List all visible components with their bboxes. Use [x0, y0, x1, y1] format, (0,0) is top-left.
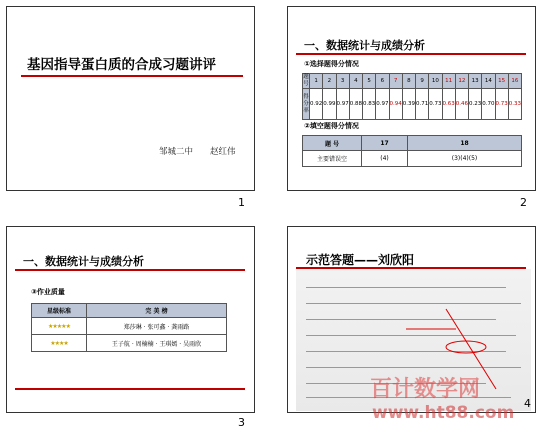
fill-score-table	[302, 135, 522, 167]
choice-value-6: 0.97	[376, 89, 389, 120]
choice-header-1: 1	[310, 74, 323, 89]
choice-value-8: 0.39	[402, 89, 415, 120]
homework-label: ③作业质量	[31, 288, 65, 296]
site-watermark-url: www.ht88.com	[372, 403, 515, 423]
choice-value-15: 0.73	[495, 89, 508, 120]
slide-2-thumbnail[interactable]	[287, 6, 536, 191]
choice-value-3: 0.97	[336, 89, 349, 120]
choice-header-8: 8	[402, 74, 415, 89]
choice-value-16: 0.33	[508, 89, 521, 120]
choice-value-2: 0.99	[323, 89, 336, 120]
choice-value-5: 0.83	[363, 89, 376, 120]
choice-header-10: 10	[429, 74, 442, 89]
choice-header-14: 14	[482, 74, 495, 89]
choice-header-11: 11	[442, 74, 455, 89]
choice-value-1: 0.92	[310, 89, 323, 120]
choice-value-9: 0.71	[416, 89, 429, 120]
slide-3-number: 3	[238, 416, 245, 429]
choice-header-9: 9	[416, 74, 429, 89]
choice-header-13: 13	[469, 74, 482, 89]
choice-header-6: 6	[376, 74, 389, 89]
choice-score-table	[302, 73, 522, 120]
five-star-rating: ★★★★★	[32, 318, 87, 335]
choice-label: ①选择题得分情况	[304, 60, 359, 68]
slide-3-section-title: 一、数据统计与成绩分析	[23, 255, 144, 268]
choice-header-label: 题号	[303, 74, 309, 87]
choice-value-7: 0.94	[389, 89, 402, 120]
slide-1-number: 1	[238, 196, 245, 209]
homework-names-row-2: 王子航 · 周楠楠 · 王琪嫣 · 吴雨欣	[87, 335, 227, 352]
homework-names-row-1: 郑莎琳 · 张可鑫 · 龚雨路	[87, 318, 227, 335]
choice-header-15: 15	[495, 74, 508, 89]
fill-header-2: 18	[408, 136, 522, 151]
slide-1-thumbnail[interactable]	[6, 6, 255, 191]
choice-row-label: 得分率	[303, 89, 310, 120]
choice-value-14: 0.70	[482, 89, 495, 120]
fill-label: ②填空题得分情况	[304, 122, 359, 130]
four-star-rating: ★★★★	[32, 335, 87, 352]
slide-1-author: 邹城二中 赵红伟	[159, 147, 236, 157]
fill-row-2: (3)(4)(5)	[408, 151, 522, 167]
slide-2-section-title: 一、数据统计与成绩分析	[304, 39, 425, 52]
slide-4-section-title: 示范答题——刘欣阳	[306, 253, 415, 267]
choice-header-3: 3	[336, 74, 349, 89]
fill-row-0: 主要错误空	[303, 151, 362, 167]
homework-table	[31, 303, 227, 352]
slide-4-number: 4	[524, 397, 531, 410]
choice-header-5: 5	[363, 74, 376, 89]
homework-header-0: 星级标准	[32, 304, 87, 318]
choice-header-4: 4	[349, 74, 362, 89]
bottom-rule	[15, 388, 245, 390]
choice-header-2: 2	[323, 74, 336, 89]
choice-header-16: 16	[508, 74, 521, 89]
choice-header-7: 7	[389, 74, 402, 89]
homework-header-1: 完 美 榜	[87, 304, 227, 318]
slide-2-number: 2	[520, 196, 527, 209]
fill-header-0: 题 号	[303, 136, 362, 151]
choice-value-12: 0.46	[455, 89, 468, 120]
choice-value-10: 0.73	[429, 89, 442, 120]
choice-value-4: 0.88	[349, 89, 362, 120]
slide-3-thumbnail[interactable]	[6, 226, 255, 413]
title-underline	[21, 75, 243, 77]
choice-header-12: 12	[455, 74, 468, 89]
site-watermark: 百计数学网	[370, 377, 481, 402]
section-underline	[15, 269, 245, 271]
choice-value-13: 0.23	[469, 89, 482, 120]
slide-1-title: 基因指导蛋白质的合成习题讲评	[27, 57, 216, 73]
choice-value-11: 0.63	[442, 89, 455, 120]
fill-row-1: (4)	[362, 151, 408, 167]
fill-header-1: 17	[362, 136, 408, 151]
section-underline	[296, 53, 526, 55]
